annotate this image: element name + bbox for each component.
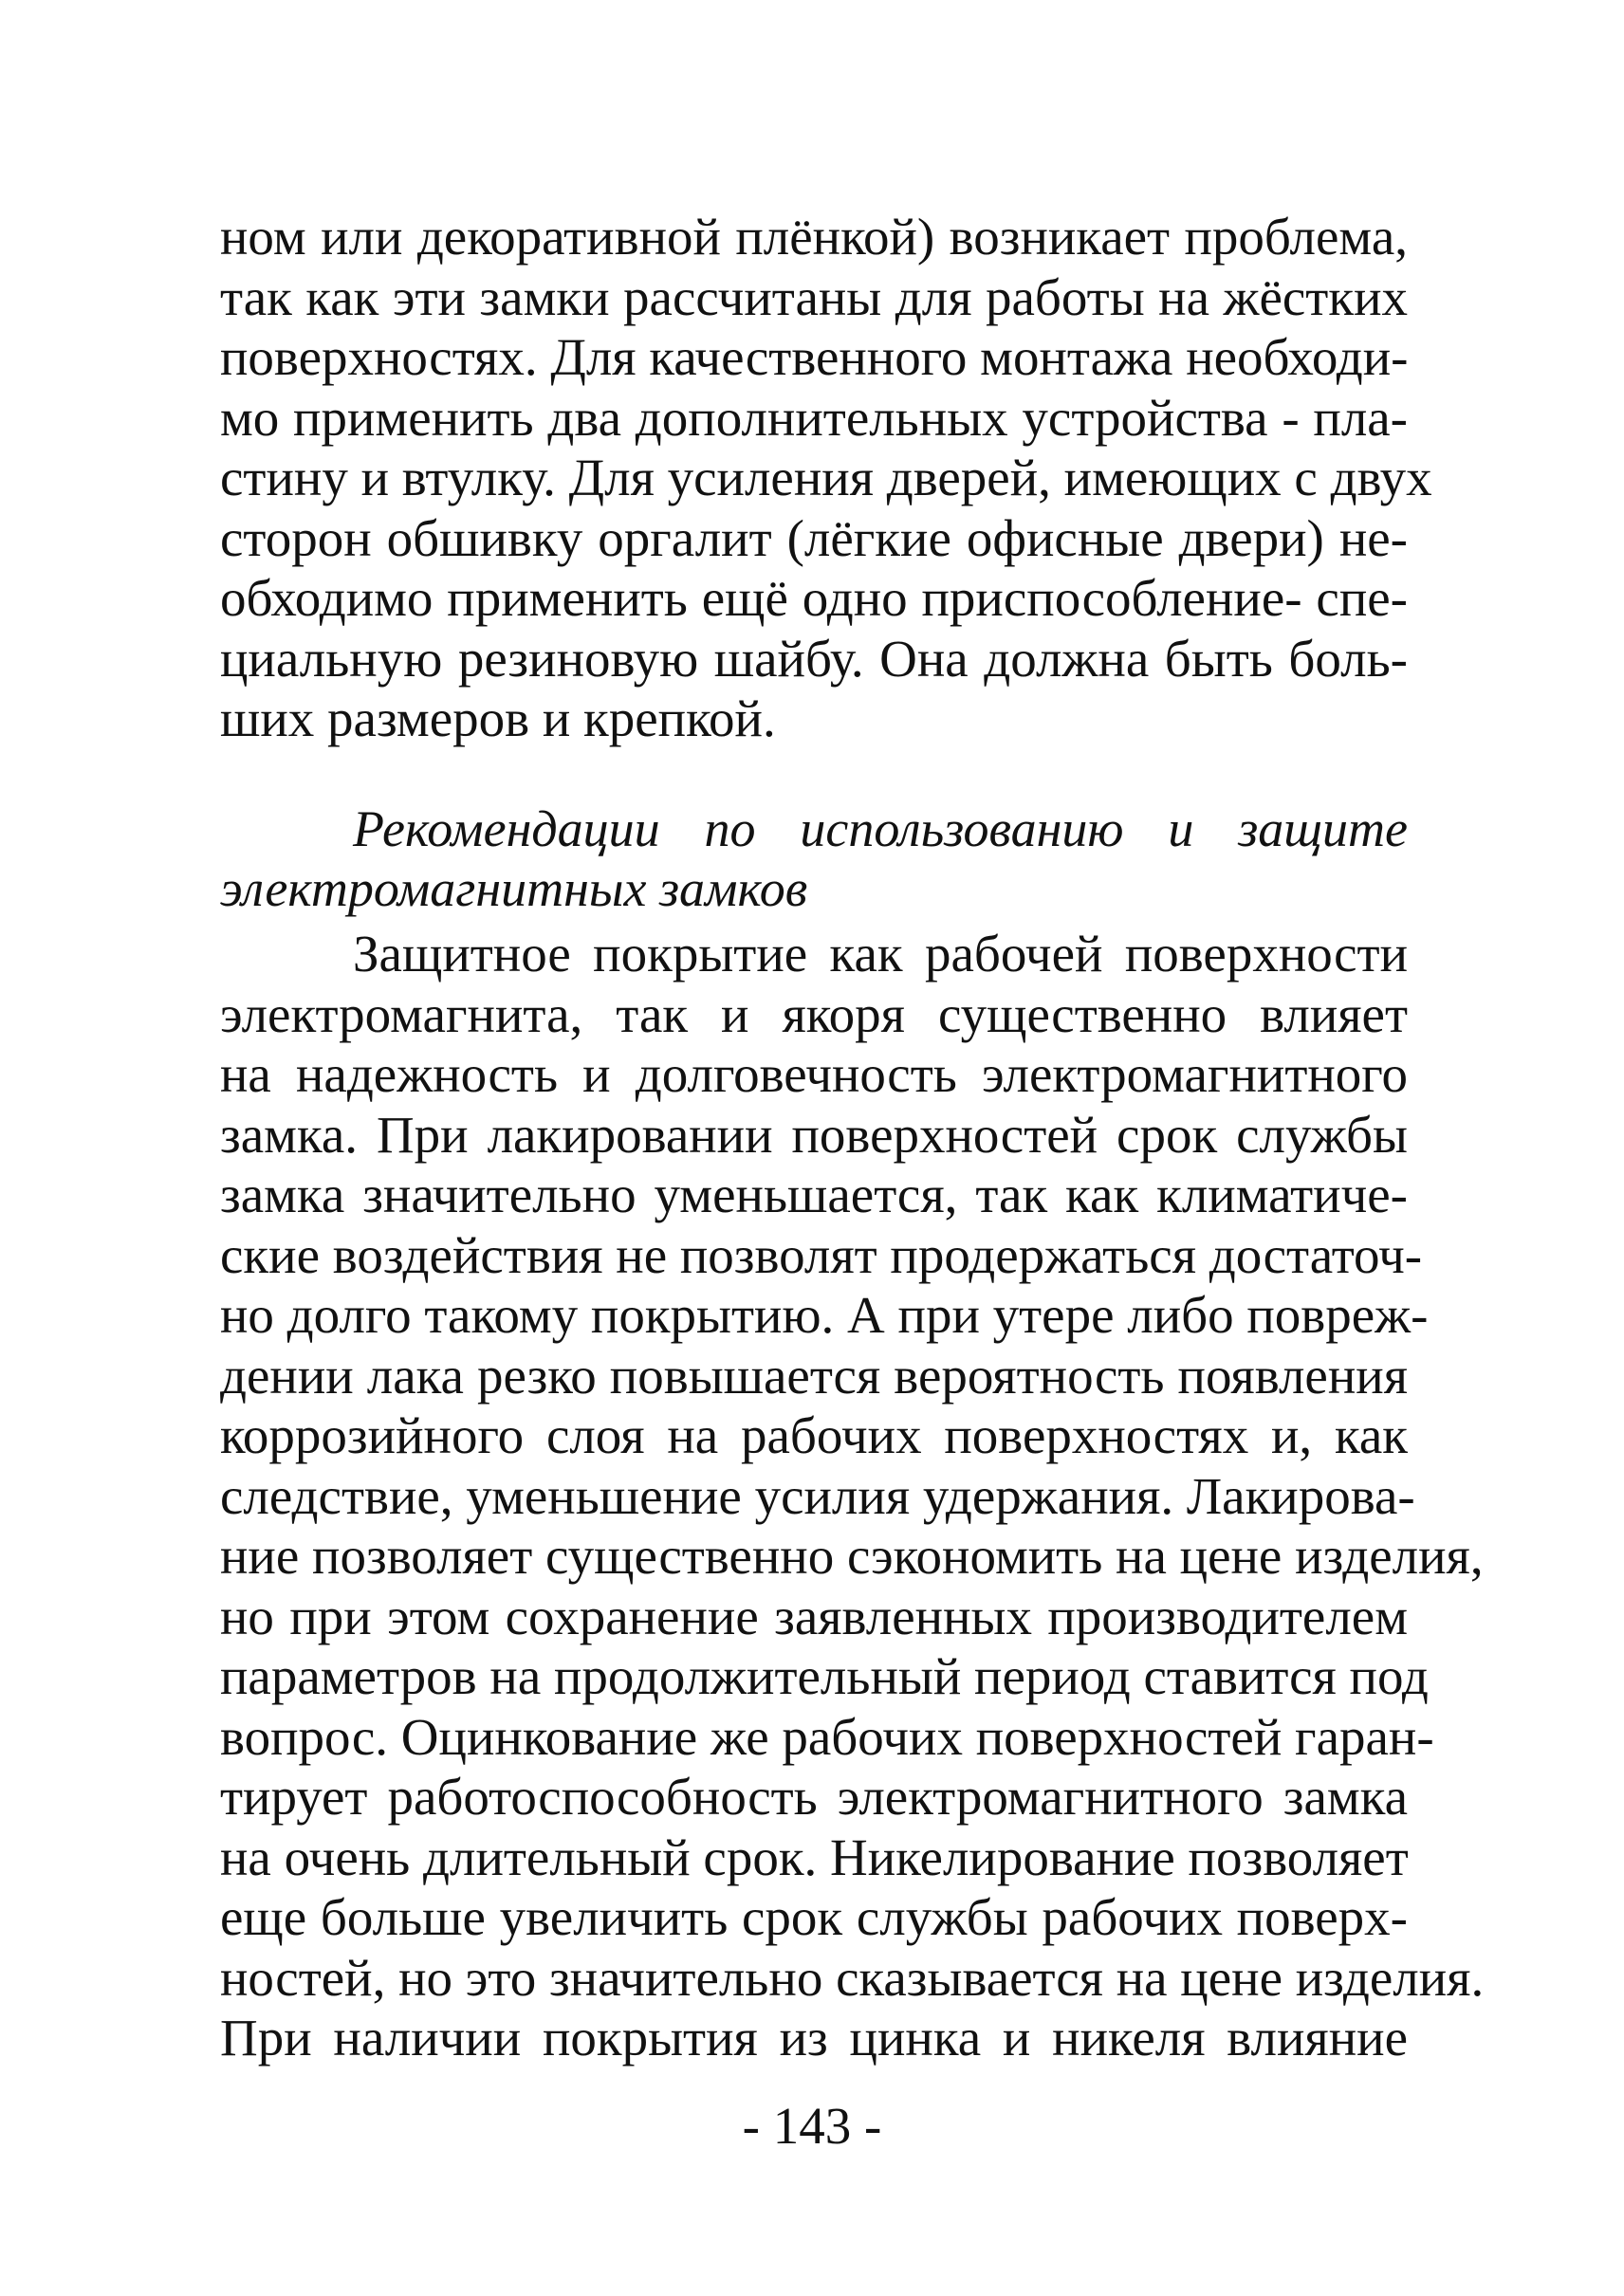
text-line: коррозийного слоя на рабочих поверхностях и, как [220,1406,1408,1464]
text-line: еще больше увеличить срок службы рабочих поверх- [220,1888,1408,1946]
text-line: циальную резиновую шайбу. Она должна быть боль- [220,629,1408,688]
heading-line: Рекомендации по использованию и защите [353,800,1408,857]
text-line: но долго такому покрытию. А при утере либо повреж- [220,1286,1429,1344]
text-line: обходимо применить ещё одно приспособление- спе- [220,569,1408,627]
text-line: на очень длительный срок. Никелирование позволяет [220,1828,1409,1886]
text-line: вопрос. Оцинкование же рабочих поверхностей гаран- [220,1707,1434,1766]
text-line: дении лака резко повышается вероятность появления [220,1346,1408,1405]
text-line: поверхностях. Для качественного монтажа необходи- [220,328,1409,386]
text-line: так как эти замки рассчитаны для работы на жёстких [220,267,1408,326]
page-number: - 143 - [742,2097,882,2155]
text-line: замка. При лакировании поверхностей срок службы [220,1105,1408,1164]
text-line: следствие, уменьшение усилия удержания. Лакирова- [220,1466,1415,1525]
text-line: но при этом сохранение заявленных производителем [220,1587,1408,1645]
text-line: на надежность и долговечность электромагнитного [220,1045,1408,1103]
text-line: ном или декоративной плёнкой) возникает проблема, [220,208,1408,266]
text-line: ших размеров и крепкой. [220,689,776,747]
text-line: замка значительно уменьшается, так как климатиче- [220,1166,1408,1223]
text-line: сторон обшивку оргалит (лёгкие офисные двери) не- [220,508,1408,567]
text-line: тирует работоспособность электромагнитного замка [220,1768,1408,1826]
section-heading [220,799,1408,919]
text-line: При наличии покрытия из цинка и никеля влияние [220,2009,1408,2066]
heading-line: электромагнитных замков [220,860,808,917]
paragraph-protective-coating [220,924,1485,2068]
text-line: Защитное покрытие как рабочей поверхности [353,925,1408,983]
text-line: ские воздействия не позволят продержаться достаточ- [220,1225,1423,1284]
text-line: электромагнита, так и якоря существенно влияет [220,984,1408,1043]
text-line: ние позволяет существенно сэкономить на цене изделия, [220,1527,1484,1585]
text-line: ностей, но это значительно сказывается на цене изделия. [220,1948,1485,2007]
text-line: параметров на продолжительный период ставится под [220,1647,1429,1705]
text-line: мо применить два дополнительных устройства - пла- [220,388,1408,447]
paragraph-continued [220,207,1432,749]
text-line: стину и втулку. Для усиления дверей, имеющих с двух [220,449,1432,506]
